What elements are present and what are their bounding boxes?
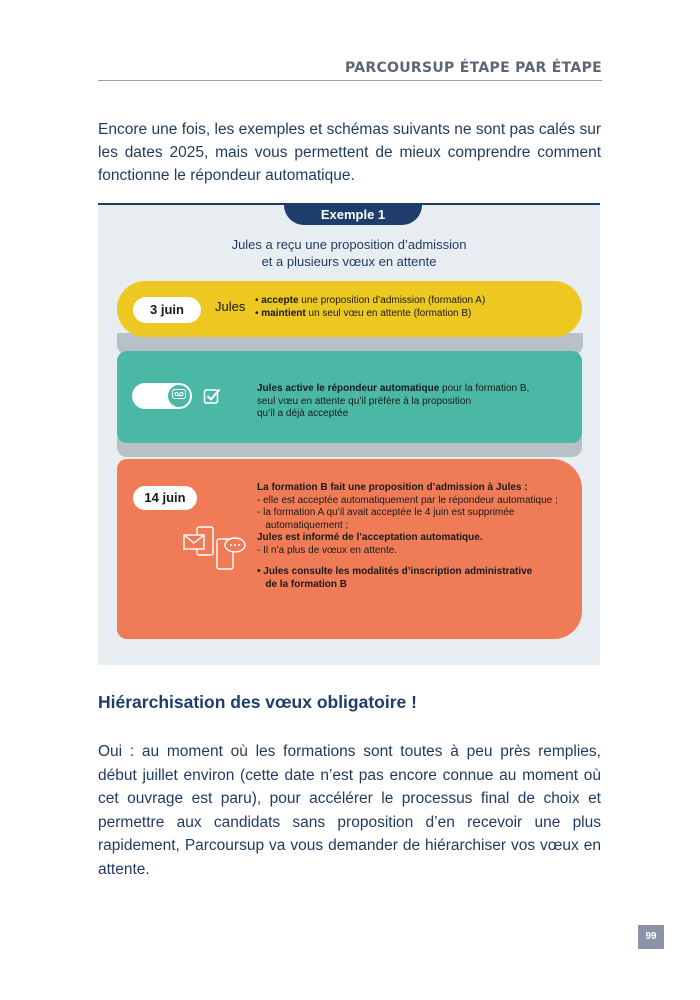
- step3-item-3: automatiquement ;: [257, 519, 349, 531]
- subtitle-line-2: et a plusieurs vœux en attente: [261, 254, 437, 269]
- step1-line1-rest: une proposition d’admission (formation A): [298, 295, 486, 306]
- step2-bold: Jules active le répondeur automatique: [257, 383, 440, 394]
- step3-band: [117, 459, 582, 639]
- step2-line-3: qu’il a déjà acceptée: [257, 408, 349, 419]
- step2-band: [117, 351, 582, 443]
- voicemail-icon: [168, 385, 190, 407]
- step1-line1-bold: accepte: [261, 295, 299, 306]
- step3-text: [257, 482, 572, 591]
- figure-subtitle: [158, 236, 540, 270]
- page-number: 99: [638, 925, 664, 949]
- step1-line2-bold: maintient: [261, 307, 306, 319]
- step3-consult-2: de la formation B: [257, 578, 348, 590]
- header-rule: [98, 80, 602, 81]
- running-header: PARCOURSUP ÉTAPE PAR ÉTAPE: [344, 60, 602, 76]
- step3-item-2: - la formation A qu’il avait acceptée le 4 juin est supprimée: [257, 507, 515, 518]
- step1-text: [255, 295, 575, 320]
- checkbox-checked-icon: [203, 387, 221, 405]
- step2-rest: pour la formation B,: [439, 383, 530, 394]
- step1-line2-rest: un seul vœu en attente (formation B): [305, 307, 472, 319]
- section-paragraph: Oui : au moment où les formations sont toutes à peu près remplies, début juillet environ (cette date n’est pas encore connue au moment où cet ouvrage est paru), pour accélérer le processus final de choix et permettre aux candidats sans proposition d’en recevoir une plus rapidement, Parcoursup va vous demander de hiérarchiser vos vœux en attente.: [98, 743, 601, 878]
- step3-item-1: - elle est acceptée automatiquement par le répondeur automatique ;: [257, 494, 558, 506]
- step1-band: [117, 281, 582, 337]
- auto-responder-toggle: [132, 383, 192, 409]
- step2-text: [257, 383, 567, 421]
- step3-consult-1: • Jules consulte les modalités d’inscription administrative: [257, 566, 533, 577]
- step1-date: 3 juin: [133, 297, 201, 323]
- step3-date: 14 juin: [133, 486, 197, 510]
- step3-informed: Jules est informé de l’acceptation automatique.: [257, 532, 483, 543]
- step3-title: La formation B fait une proposition d’admission à Jules :: [257, 482, 528, 493]
- step1-line-2: • maintient un seul vœu en attente (formation B): [255, 307, 472, 319]
- section-heading: Hiérarchisation des vœux obligatoire !: [98, 692, 417, 712]
- step2-line-1: [257, 383, 567, 396]
- step3-informed-item: - Il n’a plus de vœux en attente.: [257, 544, 398, 556]
- subtitle-line-1: Jules a reçu une proposition d’admission: [231, 237, 467, 252]
- step1-line-1: • accepte une proposition d’admission (formation A): [255, 295, 486, 306]
- example-tab: Exemple 1: [284, 205, 422, 225]
- phone-notification-icon: [183, 525, 247, 575]
- step3-spacer: [257, 557, 572, 566]
- step1-who: Jules: [215, 299, 246, 314]
- example-figure: [98, 203, 600, 665]
- intro-paragraph: Encore une fois, les exemples et schémas suivants ne sont pas calés sur les dates 2025, mais vous permettent de mieux comprendre comment fonctionne le répondeur automatique.: [98, 121, 601, 184]
- step2-line-2: seul vœu en attente qu’il préfère à la proposition: [257, 395, 472, 407]
